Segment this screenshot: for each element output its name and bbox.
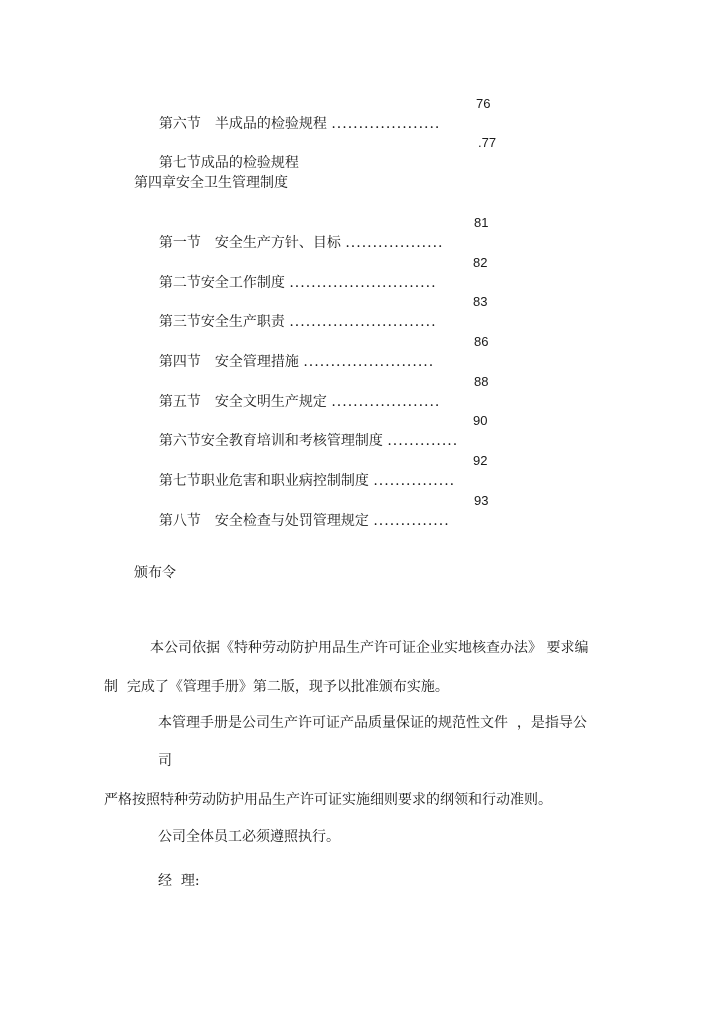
toc-title: 半成品的检验规程: [214, 116, 327, 132]
toc-page: 81: [474, 215, 489, 230]
toc-leader: ....................: [331, 394, 441, 410]
toc-page: 76: [476, 96, 491, 111]
toc-section: 第六节: [158, 433, 201, 449]
toc-leader: ...............: [373, 473, 456, 489]
toc-section: 第八节: [158, 513, 201, 529]
toc-entry-4-5: [150, 372, 440, 412]
decree-paragraph-1-line-2: 制 完成了《管理手册》第二版，现予以批准颁布实施。: [104, 679, 449, 695]
toc-leader: .............: [387, 433, 459, 449]
toc-entry-4-1: [150, 213, 443, 253]
toc-title: 安全生产职责: [200, 314, 285, 330]
toc-section: 第七节: [158, 473, 201, 489]
toc-page: 92: [473, 453, 488, 468]
toc-title: 安全文明生产规定: [214, 394, 327, 410]
toc-section: 第六节: [158, 116, 201, 132]
toc-leader: ...........................: [289, 314, 437, 330]
toc-entry-4-4: [150, 332, 434, 372]
decree-paragraph-2-line-2: 司: [158, 753, 172, 769]
toc-entry-6-7: [150, 133, 299, 173]
toc-entry-4-3: [150, 292, 437, 332]
toc-page: 83: [473, 294, 488, 309]
toc-page: 93: [474, 493, 489, 508]
toc-entry-4-6: [150, 411, 458, 451]
toc-entry-6-6: [150, 94, 440, 134]
decree-paragraph-2-line-1: 本管理手册是公司生产许可证产品质量保证的规范性文件 ，是指导公: [158, 715, 587, 731]
toc-page: .77: [478, 135, 497, 150]
toc-section: 第七节: [158, 155, 201, 171]
toc-section: 第三节: [158, 314, 201, 330]
toc-section: 第一节: [158, 235, 201, 251]
decree-paragraph-2-line-3: 严格按照特种劳动防护用品生产许可证实施细则要求的纲领和行动准则。: [104, 792, 552, 808]
toc-section: 第二节: [158, 275, 201, 291]
toc-section: 第五节: [158, 394, 201, 410]
toc-leader: ...........................: [289, 275, 437, 291]
decree-paragraph-1-line-1: 本公司依据《特种劳动防护用品生产许可证企业实地核查办法》 要求编: [150, 640, 589, 656]
toc-title: 职业危害和职业病控制制度: [200, 473, 369, 489]
toc-page: 90: [473, 413, 488, 428]
toc-title: 成品的检验规程: [200, 155, 299, 171]
toc-leader: ........................: [303, 354, 435, 370]
toc-leader: ..................: [345, 235, 444, 251]
toc-page: 86: [474, 334, 489, 349]
toc-entry-4-8: [150, 491, 450, 531]
signature-label: 经 理:: [158, 873, 200, 889]
toc-title: 安全生产方针、目标: [214, 235, 341, 251]
toc-entry-4-2: [150, 253, 437, 293]
toc-leader: ..............: [373, 513, 450, 529]
toc-page: 88: [474, 374, 489, 389]
decree-heading: 颁布令: [134, 565, 176, 581]
toc-leader: ....................: [331, 116, 441, 132]
toc-section: 第四节: [158, 354, 201, 370]
toc-entry-4-7: [150, 451, 455, 491]
toc-title: 安全管理措施: [214, 354, 299, 370]
toc-page: 82: [473, 255, 488, 270]
toc-chapter-4: 第四章安全卫生管理制度: [134, 175, 288, 191]
toc-title: 安全工作制度: [200, 275, 285, 291]
decree-paragraph-3: 公司全体员工必须遵照执行。: [158, 829, 340, 845]
toc-title: 安全检查与处罚管理规定: [214, 513, 369, 529]
toc-title: 安全教育培训和考核管理制度: [200, 433, 383, 449]
